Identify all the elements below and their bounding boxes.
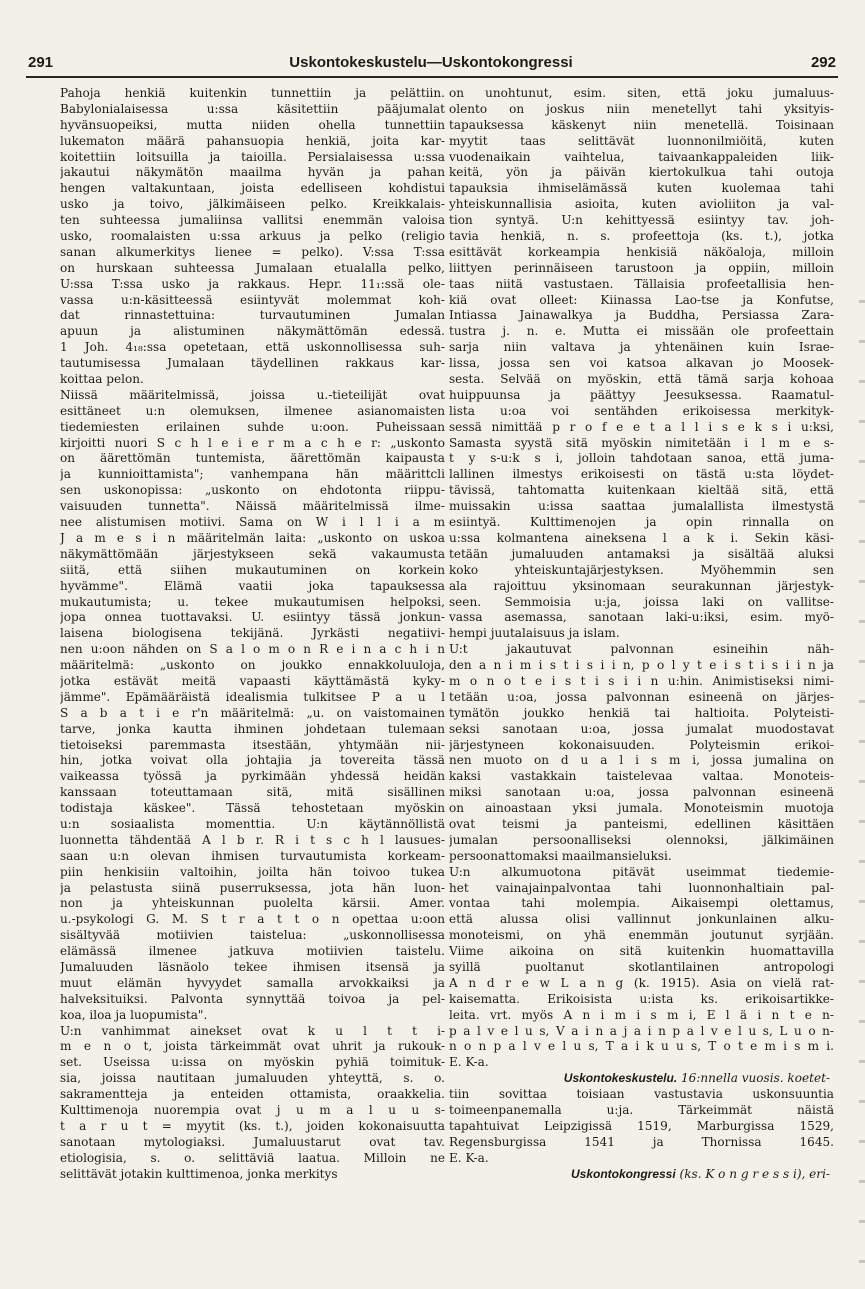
page-number-left: 291 (28, 54, 54, 71)
text-line: esittäneet u:n olemuksen, ilmenee asianomaisten (60, 403, 445, 418)
text-line: ala rajoittuu yksinomaan seurakunnan järjestyk- (449, 578, 834, 593)
text-line: nen u:oon nähden on S a l o m o n R e i n a c h i n (60, 642, 445, 657)
text-line: J a m e s i n määritelmän laita: „uskonto on uskoa (60, 530, 445, 545)
text-line: tarve, jonka kautta ihminen johdetaan tulemaan (60, 721, 445, 736)
text-line: yhteiskunnallisia asioita, kuten avioliiton ja val- (449, 197, 834, 212)
text-line: kanssaan toteuttamaan sitä, mitä sisällinen (60, 785, 445, 800)
text-line: Pahoja henkiä kuitenkin tunnettiin ja pelättiin. (60, 86, 445, 100)
text-line: jopa onnea tuottavaksi. U. esiintyy tässä jonkun- (60, 610, 445, 625)
text-line: tapauksia ihmiselämässä kuten kuolemaa tahi (449, 181, 834, 196)
text-line: lista u:oa voi sentähden erikoisessa merkityk- (449, 403, 834, 418)
text-line: tetään u:oa, jossa palvonnan esineenä on järjes- (449, 689, 834, 704)
page-header (26, 50, 836, 74)
text-line: seen. Semmoisia u:ja, joissa laki on vallitse- (449, 594, 834, 609)
text-line: vontaa tahi molempia. Aikaisempi olettamus, (449, 896, 834, 911)
text-line: sisältyvää motiivien taistelua: „uskonnollisessa (60, 928, 445, 943)
page-edge-marks (859, 300, 865, 1280)
text-line: tion syntyä. U:n kehittyessä esiintyy tav. joh- (449, 213, 834, 228)
text-line: hempi juutalaisuus ja islam. (449, 626, 620, 641)
text-line: ten suhteessa jumaliinsa vallitsi enemmän valoisa (60, 213, 445, 228)
text-line: laisena biologisena tekijänä. Jyrkästi negatiivi- (60, 626, 445, 641)
text-line: esiintyä. Kulttimenojen ja opin rinnalla on (449, 515, 834, 530)
text-line: jämme". Epämääräistä idealismia tulkitsee P a u l (60, 689, 445, 704)
text-line: vassa asemassa, sanotaan laki-u:iksi, esim. myö- (449, 610, 834, 625)
text-line: kaisematta. Erikoisista u:ista ks. erikoisartikke- (449, 991, 834, 1006)
text-line: tautumisessa Jumalaan täydellinen rakkaus kar- (60, 356, 445, 371)
text-line: miksi sanotaan u:oa, jossa palvonnan esineenä (449, 785, 834, 800)
text-line: apuun ja alistuminen näkymättömän edessä. (60, 324, 445, 339)
text-line: S a b a t i e r'n määritelmä: „u. on vaistomainen (60, 705, 445, 720)
text-line: sen uskonopissa: „uskonto on ehdotonta riippu- (60, 483, 445, 498)
text-line: Intiassa Jainawalkya ja Buddha, Persiassa Zara- (449, 308, 834, 323)
text-line: hin, jotka voivat olla johtajia ja tovereita tässä (60, 753, 445, 768)
text-line: saan u:n olevan ihmisen turvautumista korkeam- (60, 848, 445, 863)
text-line: het vainajainpalvontaa tahi luonnonhaltiain pal- (449, 880, 834, 895)
text-line: ja kunnioittamista"; vanhempana hän määrittcli (60, 467, 445, 482)
text-line: nee alistumisen motiivi. Sama on W i l l i a m (60, 515, 445, 530)
text-line: on äärettömän tuntemista, äärettömän kaipausta (60, 451, 445, 466)
text-line: persoonattomaksi maailmansieluksi. (449, 848, 672, 863)
text-line: luonnetta tähdentää A l b r. R i t s c h l lausues- (60, 832, 445, 847)
text-line: tietoiseksi paremmasta itsestään, yhtymään nii- (60, 737, 445, 752)
text-line: todistaja käskee". Tässä tehostetaan myöskin (60, 801, 445, 816)
text-line: lissa, jossa sen voi katsoa alkavan jo Moosek- (449, 356, 834, 371)
text-line: jumalan persoonalliseksi olennoksi, jälkimäinen (449, 832, 834, 847)
text-line: 1 Joh. 4₁₈:ssa opetetaan, että uskonnollisessa suh- (60, 340, 445, 355)
text-line: tetään jumaluuden antamaksi ja sisältää aluksi (449, 546, 834, 561)
text-line: koitettiin loitsuilla ja taioilla. Persialaisessa u:ssa (60, 149, 445, 164)
text-line: määritelmä: „uskonto on joukko ennakkoluuloja, (60, 658, 445, 673)
text-line: tävissä, tahtomatta kuitenkaan kieltää sitä, että (449, 483, 834, 498)
text-line: piin henkisiin valtoihin, joilta hän toivoo tukea (60, 864, 445, 879)
text-line: myytit taas selittävät luonnonilmiöitä, kuten (449, 133, 834, 148)
text-line: hyvänsuopeiksi, mutta niiden ohella tunnettiin (60, 117, 445, 132)
text-line: Regensburgissa 1541 ja Thornissa 1645. (449, 1134, 834, 1149)
text-line: mukautumista; u. tekee mukautumisen helpoksi, (60, 594, 445, 609)
right-column (449, 86, 834, 1182)
text-line: vaisuuden tunnetta". Näissä määritelmissä ilme- (60, 499, 445, 514)
text-line: Jumaluuden läsnäolo tekee ihmisen itsensä ja (60, 959, 445, 974)
text-line: non ja yhteiskunnan puolelta kärsii. Amer. (60, 896, 445, 911)
text-line: on ainoastaan yksi jumala. Monoteismin muotoja (449, 801, 834, 816)
header-rule (26, 76, 838, 78)
text-line: Uskontokongressi (ks. K o n g r e s s i), eri- (570, 1166, 830, 1181)
text-line: n o n p a l v e l u s, T a i k u u s, T o t e m i s m i. (449, 1039, 834, 1054)
text-line: Uskontokeskustelu. 16:nnella vuosis. koetet- (563, 1071, 830, 1086)
text-line: sia, joissa nautitaan jumaluuden yhteyttä, s. o. (60, 1071, 445, 1086)
text-line: Viime aikoina on sitä kuitenkin huomattavilla (449, 944, 834, 959)
text-line: tiedemiesten erilainen suhde u:oon. Puheissaan (60, 419, 445, 434)
left-column (60, 86, 445, 1182)
text-line: vaikeassa työssä ja pyrkimään yhdessä heidän (60, 769, 445, 784)
text-line: näkymättömään järjestykseen sekä vakaumusta (60, 546, 445, 561)
text-line: muissakin u:issa saattaa jumalallista ilmestystä (449, 499, 834, 514)
text-line: set. Useissa u:issa on myöskin pyhiä toimituk- (60, 1055, 445, 1070)
text-line: lallinen ilmestys erikoisesti on tästä u:sta löydet- (449, 467, 834, 482)
text-line: kaksi vastakkain taistelevaa valtaa. Monoteis- (449, 769, 834, 784)
text-line: elämässä ilmenee jatkuva motiivien taistelu. (60, 944, 445, 959)
text-line: sakramentteja ja enteiden ottamista, oraakkelia. (60, 1087, 445, 1102)
text-line: ja pelastusta siinä puserruksessa, jota hän luon- (60, 880, 445, 895)
text-line: toimeenpanemalla u:ja. Tärkeimmät näistä (449, 1103, 834, 1117)
text-line: tavia henkiä, n. s. profeettoja (ks. t.), jotka (449, 229, 834, 244)
text-line: Samasta syystä sitä myöskin nimitetään i l m e s- (449, 435, 834, 450)
text-line: taas niitä vastustaen. Tällaisia profeetallisia hen- (449, 276, 834, 291)
text-line: on hurskaan suhteessa Jumalaan etualalla pelko, (60, 260, 445, 275)
text-line: liittyen perinnäiseen tarustoon ja oppiin, milloin (449, 260, 834, 275)
text-line: huippuunsa ja päättyy Jeesuksessa. Raamatul- (449, 387, 834, 402)
text-line: sesta. Selvää on myöskin, että tämä sarja kohoaa (449, 372, 834, 387)
text-line: ovat teismi ja panteismi, edellinen käsittäen (449, 816, 834, 831)
text-line: sarja niin valtava ja yhtenäinen kuin Israe- (449, 340, 834, 355)
text-line: koittaa pelon. (60, 372, 144, 387)
text-line: selittävät jotakin kulttimenoa, jonka merkitys (60, 1166, 338, 1181)
text-line: tustra j. n. e. Mutta ei missään ole profeettain (449, 324, 834, 339)
text-line: usko, roomalaisten u:ssa arkuus ja pelko (religio (60, 229, 445, 244)
text-line: sanotaan mytologiaksi. Jumaluustarut ovat tav. (60, 1134, 445, 1149)
text-line: u:ssa kolmantena aineksena l a k i. Sekin käsi- (449, 530, 834, 545)
text-line: sessä nimittää p r o f e e t a l l i s e k s i u:ksi, (449, 419, 834, 434)
text-line: muut elämän hyvyydet samalla arvokkaiksi ja (60, 975, 445, 990)
text-line: U:t jakautuvat palvonnan esineihin näh- (449, 642, 834, 657)
text-line: sanan alkumerkitys lienee = pelko). V:ssa T:ssa (60, 244, 445, 259)
text-line: seksi sanotaan u:oa, jossa jumalat muodostavat (449, 721, 834, 736)
text-line: jakautui näkymätön maailma hyvän ja pahan (60, 165, 445, 180)
text-line: monoteismi, on yhä enemmän joutunut syrjään. (449, 928, 834, 943)
text-line: den a n i m i s t i s i i n, p o l y t e i s t i s i i n ja (449, 658, 834, 673)
text-line: U:n vanhimmat ainekset ovat k u l t t i- (60, 1023, 445, 1038)
text-line: vassa u:n-käsitteessä esiintyvät molemmat koh- (60, 292, 445, 307)
text-line: koa, iloa ja luopumista". (60, 1007, 208, 1022)
text-line: jotka estävät meitä vapaasti käyttämästä kyky- (60, 673, 445, 688)
text-line: tiin sovittaa toisiaan vastustavia uskonsuuntia (449, 1087, 834, 1102)
text-line: Babylonialaisessa u:ssa käsitettiin pääjumalat (60, 101, 445, 116)
text-line: Kulttimenoja nuorempia ovat j u m a l u u s- (60, 1103, 445, 1117)
text-line: keitä, yön ja päivän kiertokulkua tahi outoja (449, 165, 834, 180)
text-line: u.-psykologi G. M. S t r a t t o n opettaa u:oon (60, 912, 445, 927)
text-line: Niissä määritelmissä, joissa u.-tieteilijät ovat (60, 387, 445, 402)
text-line: on unohtunut, esim. siten, että joku jumaluus- (449, 86, 834, 100)
text-line: lukematon määrä pahansuopia henkiä, joita kar- (60, 133, 445, 148)
text-line: A n d r e w L a n g (k. 1915). Asia on vielä rat- (449, 975, 834, 990)
text-line: dat rinnastettuina: turvautuminen Jumalan (60, 308, 445, 323)
text-line: hengen valtakuntaan, joista edelliseen kohdistui (60, 181, 445, 196)
text-line: nen muoto on d u a l i s m i, jossa jumalina on (449, 753, 834, 768)
text-line: u:n sosiaalista momenttia. U:n käytännöllistä (60, 816, 445, 831)
text-line: että alussa olisi vallinnut jonkunlainen alku- (449, 912, 834, 927)
text-line: t a r u t = myytit (ks. t.), joiden kokonaisuutta (60, 1118, 445, 1133)
text-line: leita. vrt. myös A n i m i s m i, E l ä i n t e n- (449, 1007, 834, 1022)
text-line: siitä, että siihen mukautuminen on korkein (60, 562, 445, 577)
text-line: E. K-a. (449, 1055, 489, 1070)
running-title: Uskontokeskustelu—Uskontokongressi (289, 54, 573, 71)
page-number-right: 292 (810, 54, 836, 71)
text-line: E. K-a. (449, 1150, 489, 1165)
text-line: U:n alkumuotona pitävät useimmat tiedemie- (449, 864, 834, 879)
text-line: järjestyneen kokonaisuuden. Polyteismin erikoi- (449, 737, 834, 752)
text-line: tapahtuivat Leipzigissä 1519, Marburgissa 1529, (449, 1118, 834, 1133)
text-line: tymätön joukko henkiä tai haltioita. Polyteisti- (449, 705, 834, 720)
text-line: tapauksessa käskenyt niin menetellä. Toisinaan (449, 117, 834, 132)
text-line: koko yhteiskuntajärjestyksen. Myöhemmin sen (449, 562, 834, 577)
text-line: usko ja toivo, jälkimäiseen pelko. Kreikkalais- (60, 197, 445, 212)
text-line: t y s-u:k s i, jolloin tahdotaan sanoa, että juma- (449, 451, 834, 466)
text-line: p a l v e l u s, V a i n a j a i n p a l v e l u s, L u o n- (449, 1023, 834, 1038)
text-line: esittävät korkeampia henkisiä näköaloja, milloin (449, 244, 834, 259)
text-line: hyvämme". Elämä vaatii joka tapauksessa (60, 578, 445, 593)
text-line: olento on joskus niin menetellyt tahi yksityis- (449, 101, 834, 116)
text-line: vuodenaikain vaihtelua, taivaankappaleiden liik- (449, 149, 834, 164)
text-line: kirjoitti nuori S c h l e i e r m a c h e r: „uskonto (60, 435, 445, 450)
text-line: U:ssa T:ssa usko ja rakkaus. Hepr. 11₁:ssä ole- (60, 276, 445, 291)
text-line: halveksituiksi. Palvonta synnyttää toivoa ja pel- (60, 991, 445, 1006)
text-line: kiä ovat olleet: Kiinassa Lao-tse ja Konfutse, (449, 292, 834, 307)
text-line: syillä puoltanut skotlantilainen antropologi (449, 959, 834, 974)
text-line: m e n o t, joista tärkeimmät ovat uhrit ja rukouk- (60, 1039, 445, 1054)
text-line: etiologisia, s. o. selittäviä laatua. Milloin ne (60, 1150, 445, 1165)
text-line: m o n o t e i s t i s i i n u:hin. Animistiseksi nimi- (449, 673, 834, 688)
